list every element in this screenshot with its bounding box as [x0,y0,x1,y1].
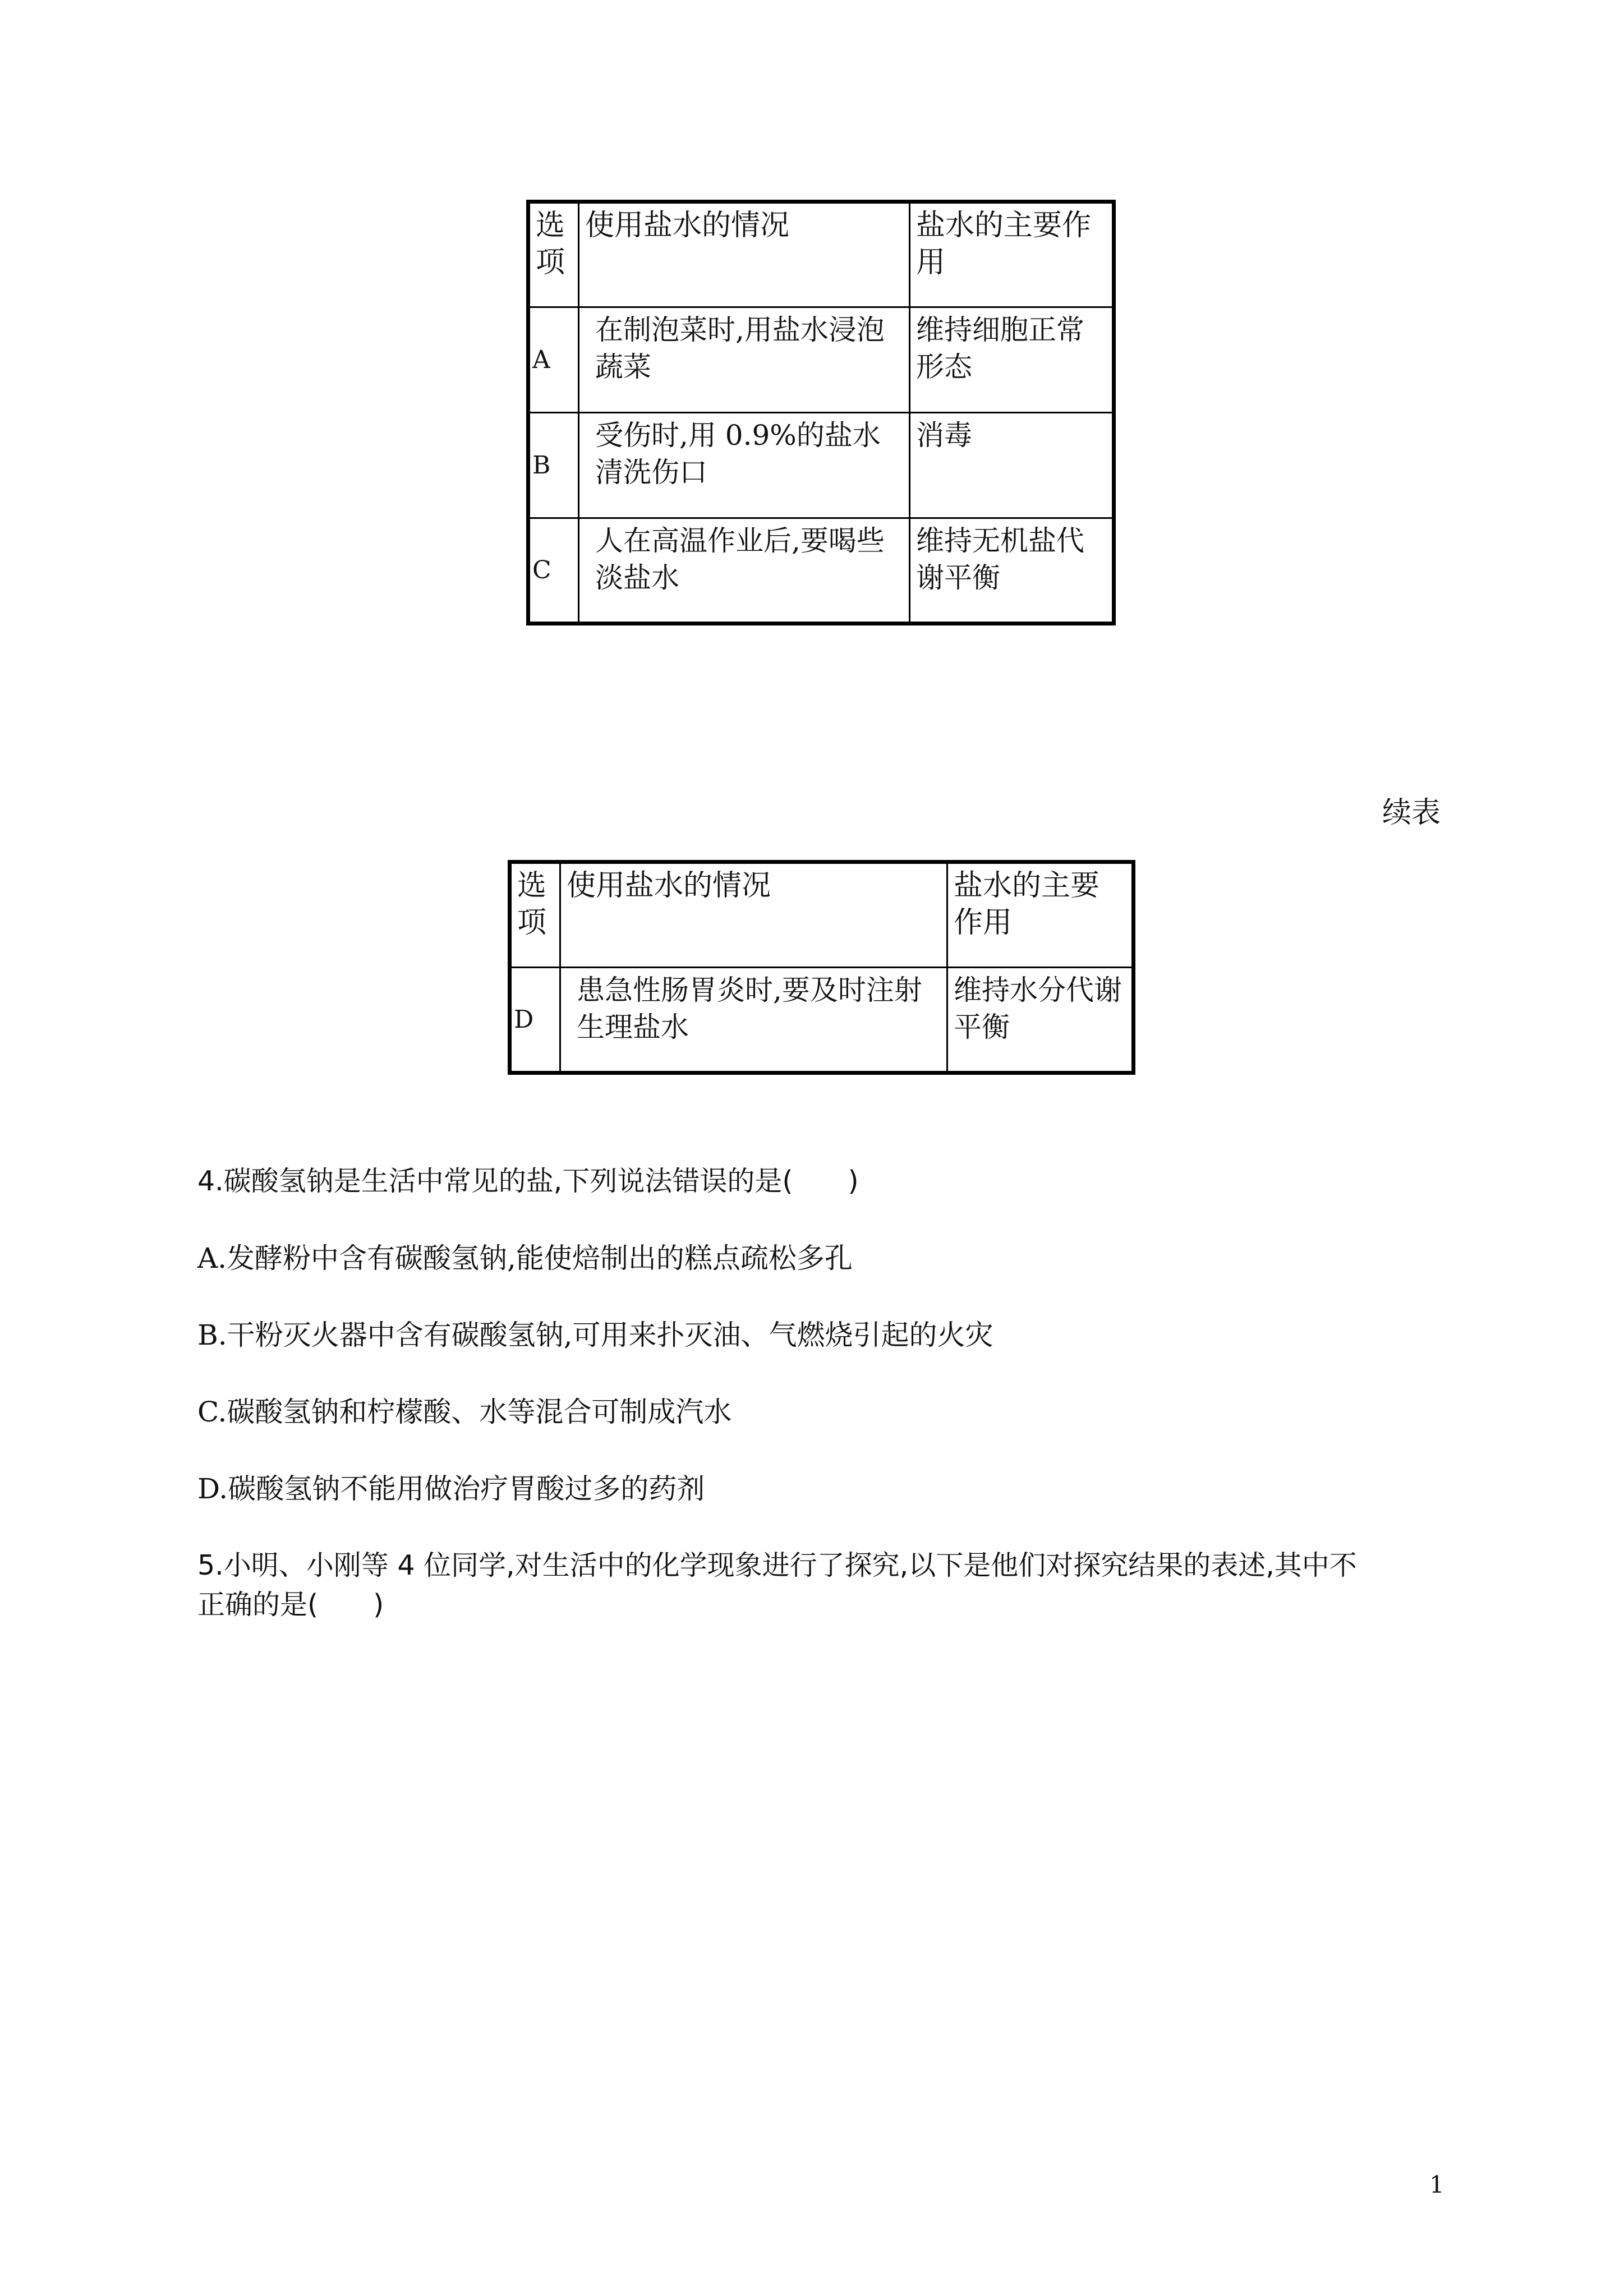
question-4-option-d: D.碳酸氢钠不能用做治疗胃酸过多的药剂 [197,1473,705,1505]
question-4-option-a: A.发酵粉中含有碳酸氢钠,能使焙制出的糕点疏松多孔 [197,1242,853,1274]
header-effect: 盐水的主要作用 [947,862,1134,968]
question-4-option-b: B.干粉灭火器中含有碳酸氢钠,可用来扑灭油、气燃烧引起的火灾 [197,1319,993,1351]
row-situation: 在制泡菜时,用盐水浸泡蔬菜 [579,307,910,413]
row-option-letter: D [510,968,560,1073]
options-table-2 [508,860,1135,1075]
row-effect: 维持细胞正常形态 [910,307,1114,413]
row-situation: 受伤时,用 0.9%的盐水清洗伤口 [579,413,910,518]
table-row [528,307,1114,413]
header-situation: 使用盐水的情况 [560,862,947,968]
continued-table-label: 续表 [1382,796,1441,830]
question-5-stem-line-1: 5.小明、小刚等 4 位同学,对生活中的化学现象进行了探究,以下是他们对探究结果的表述,其中不 [197,1549,1357,1581]
row-effect: 消毒 [910,413,1114,518]
table-header-row [510,862,1134,968]
header-effect: 盐水的主要作用 [910,202,1114,307]
question-4-option-c: C.碳酸氢钠和柠檬酸、水等混合可制成汽水 [197,1396,732,1428]
row-option-letter: B [528,413,579,518]
page-number: 1 [1429,2171,1444,2198]
row-effect: 维持水分代谢平衡 [947,968,1134,1073]
header-situation: 使用盐水的情况 [579,202,910,307]
table-header-row [528,202,1114,307]
question-5-stem-line-2: 正确的是( ) [197,1589,384,1621]
options-table-1 [526,200,1116,625]
question-4-stem: 4.碳酸氢钠是生活中常见的盐,下列说法错误的是( ) [197,1165,859,1197]
row-situation: 患急性肠胃炎时,要及时注射生理盐水 [560,968,947,1073]
row-situation: 人在高温作业后,要喝些淡盐水 [579,518,910,624]
row-effect: 维持无机盐代谢平衡 [910,518,1114,624]
table-row [510,968,1134,1073]
table-row [528,518,1114,624]
row-option-letter: A [528,307,579,413]
header-option: 选项 [528,202,579,307]
header-option: 选项 [510,862,560,968]
row-option-letter: C [528,518,579,624]
table-row [528,413,1114,518]
